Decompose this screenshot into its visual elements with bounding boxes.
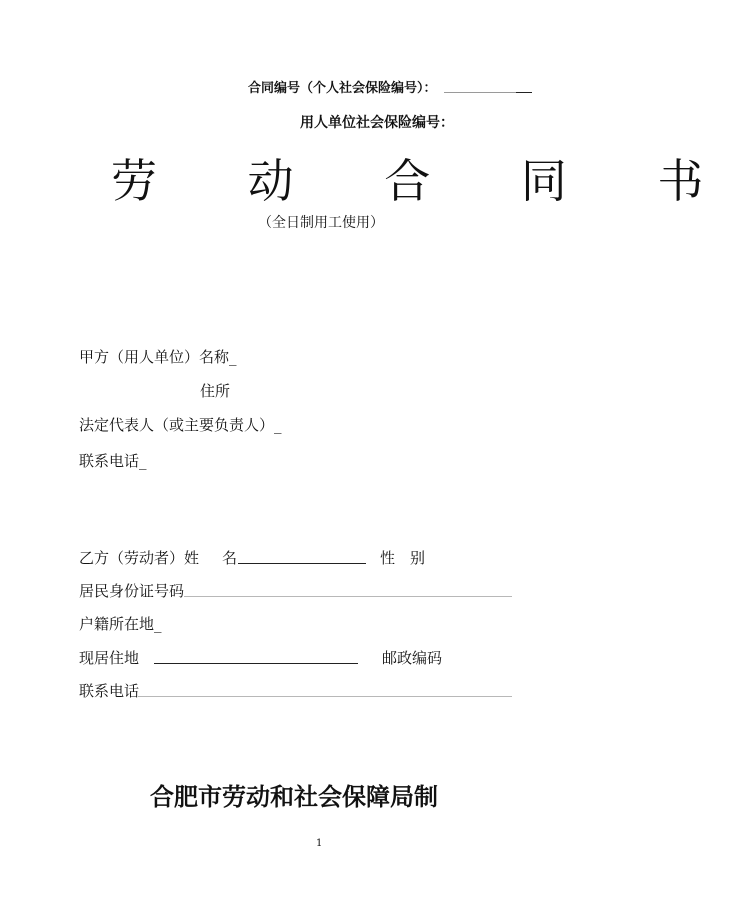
party-b-name-label: 乙方（劳动者）姓 bbox=[79, 549, 200, 567]
issuer-label: 合肥市劳动和社会保障局制 bbox=[150, 783, 438, 811]
party-b-id-label: 居民身份证号码 bbox=[79, 582, 185, 600]
party-b-phone-label: 联系电话 bbox=[79, 682, 140, 700]
party-b-id-field[interactable] bbox=[184, 596, 512, 597]
document-title: 劳 动 合 同 书 bbox=[111, 154, 742, 208]
party-b-phone-field[interactable] bbox=[138, 696, 512, 697]
party-b-hukou-label: 户籍所在地_ bbox=[79, 615, 162, 633]
contract-number-fill-line[interactable] bbox=[444, 92, 516, 93]
party-b-name-field[interactable] bbox=[238, 563, 366, 564]
party-a-name-label: 甲方（用人单位）名称_ bbox=[79, 348, 237, 366]
party-a-phone-label: 联系电话_ bbox=[79, 452, 147, 470]
page-number: 1 bbox=[316, 838, 323, 849]
contract-number-label: 合同编号（个人社会保险编号）： bbox=[248, 81, 437, 96]
party-a-address-label: 住所 bbox=[200, 382, 231, 400]
party-a-legal-rep-label: 法定代表人（或主要负责人）_ bbox=[79, 416, 282, 434]
party-b-residence-field[interactable] bbox=[154, 663, 358, 664]
party-b-postal-label: 邮政编码 bbox=[382, 649, 443, 667]
party-b-residence-label: 现居住地 bbox=[79, 649, 140, 667]
document-subtitle: （全日制用工使用） bbox=[258, 215, 384, 231]
party-b-gender-label: 性 别 bbox=[380, 549, 426, 567]
employer-si-number-label: 用人单位社会保险编号： bbox=[300, 115, 454, 131]
party-b-name-label-suffix: 名 bbox=[222, 549, 238, 567]
contract-number-fill-line-end bbox=[516, 92, 532, 93]
